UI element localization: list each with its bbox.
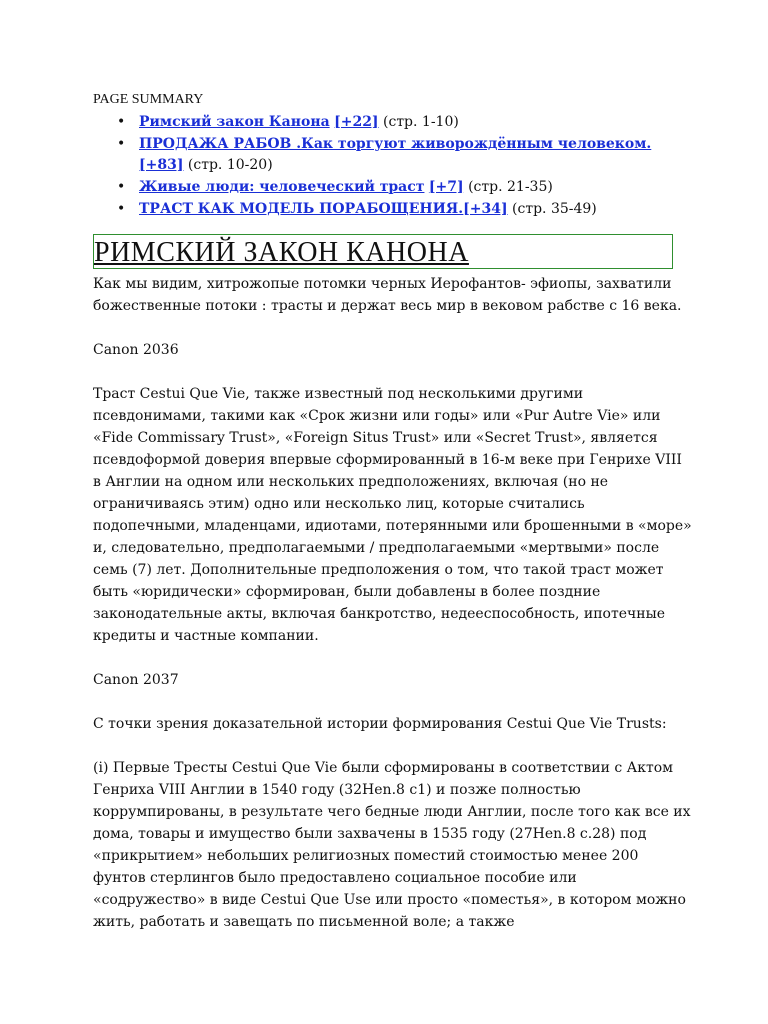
summary-pages: (стр. 21-35) <box>463 179 553 195</box>
summary-count-link[interactable]: [+34] <box>463 201 508 217</box>
heading-box <box>93 234 673 269</box>
summary-item-1 <box>93 112 693 133</box>
summary-link-slave-sale[interactable]: ПРОДАЖА РАБОВ .Как торгуют живорождённым человеком. <box>139 136 652 152</box>
summary-count-link[interactable]: [+22] <box>334 114 379 130</box>
document-page <box>93 90 693 933</box>
intro-paragraph: Как мы видим, хитрожопые потомки черных Иерофантов- эфиопы, захватили божественные потоки : трасты и держат весь мир в вековом рабстве с 16 века. <box>93 276 682 314</box>
bullet-icon: • <box>117 114 126 130</box>
summary-pages: (стр. 1-10) <box>378 114 459 130</box>
summary-pages: (стр. 10-20) <box>183 157 273 173</box>
summary-item-4 <box>93 199 693 220</box>
summary-list <box>93 112 693 220</box>
page-summary-title: PAGE SUMMARY <box>93 92 204 107</box>
canon-2037-label: Canon 2037 <box>93 672 179 688</box>
summary-link-human-trust[interactable]: Живые люди: человеческий траст <box>139 179 425 195</box>
bullet-icon: • <box>117 201 126 217</box>
summary-link-roman-canon-law[interactable]: Римский закон Канона <box>139 114 330 130</box>
section-heading: РИМСКИЙ ЗАКОН КАНОНА <box>94 237 469 268</box>
trust-paragraph: Траст Cestui Que Vie, также известный под несколькими другими псевдонимами, такими как «Срок жизни или годы» или «Pur Autre Vie» или «Fide Commissary Trust», «Foreign Situs Trust» или «Secret Trust», является псевдоформой доверия впервые сформированный в 16-м веке при Генрихе VIII в Англии на одном или нескольких предположениях, включая (но не ограничиваясь этим) одно или несколько лиц, которые считались подопечными, младенцами, идиотами, потерянными или брошенными в «море» и, следовательно, предполагаемыми / предполагаемыми «мертвыми» после семь (7) лет. Дополнительные предположения о том, что такой траст может быть «юридически» сформирован, были добавлены в более поздние законодательные акты, включая банкротство, недееспособность, ипотечные кредиты и частные компании. <box>93 386 692 644</box>
history-paragraph: С точки зрения доказательной истории формирования Cestui Que Vie Trusts: <box>93 716 667 732</box>
summary-count-link[interactable]: [+83] <box>139 157 184 173</box>
summary-item-2 <box>93 134 693 176</box>
summary-count-link[interactable]: [+7] <box>428 179 464 195</box>
summary-link-trust-enslavement[interactable]: ТРАСТ КАК МОДЕЛЬ ПОРАБОЩЕНИЯ. <box>139 201 464 217</box>
summary-pages: (стр. 35-49) <box>507 201 597 217</box>
bullet-icon: • <box>117 136 126 152</box>
first-trusts-paragraph: (i) Первые Тресты Cestui Que Vie были сформированы в соответствии с Актом Генриха VIII Англии в 1540 году (32Hen.8 c1) и позже полностью коррумпированы, в результате чего бедные люди Англии, после того как все их дома, товары и имущество были захвачены в 1535 году (27Hen.8 c.28) под «прикрытием» небольших религиозных поместий стоимостью менее 200 фунтов стерлингов было предоставлено социальное пособие или «содружество» в виде Cestui Que Use или просто «поместья», в котором можно жить, работать и завещать по письменной воле; а также <box>93 760 691 930</box>
bullet-icon: • <box>117 179 126 195</box>
canon-2036-label: Canon 2036 <box>93 342 179 358</box>
summary-item-3 <box>93 177 693 198</box>
